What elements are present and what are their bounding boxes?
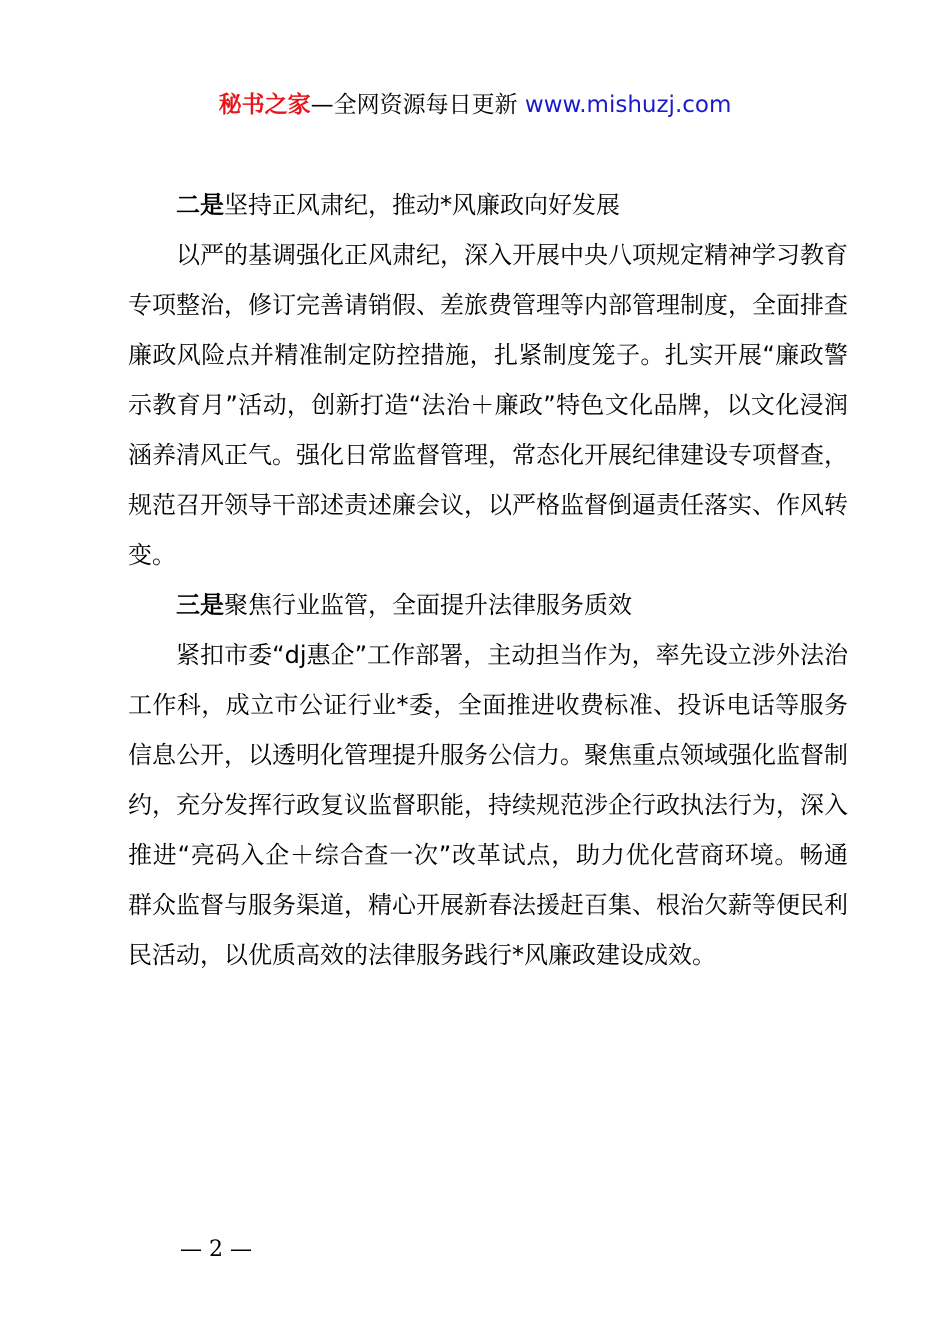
section-paragraph-3: 紧扣市委“dj惠企”工作部署，主动担当作为，率先设立涉外法治工作科，成立市公证行业*委，全面推进收费标准、投诉电话等服务信息公开，以透明化管理提升服务公信力。聚焦重点领域强化监督制约，充分发挥行政复议监督职能，持续规范涉企行政执法行为，深入推进“亮码入企＋综合查一次”改革试点，助力优化营商环境。畅通群众监督与服务渠道，精心开展新春法援赶百集、根治欠薪等便民利民活动，以优质高效的法律服务践行*风廉政建设成效。	[128, 641, 848, 969]
page-number: — 2 —	[180, 1237, 252, 1262]
section-heading-text: 聚焦行业监管，全面提升法律服务质效	[224, 591, 632, 619]
section-heading-3	[128, 580, 848, 630]
document-body	[128, 180, 848, 980]
section-heading-lead: 二是	[176, 191, 224, 219]
page-header	[0, 88, 950, 122]
brand-name: 秘书之家	[218, 92, 311, 118]
section-paragraph-2: 以严的基调强化正风肃纪，深入开展中央八项规定精神学习教育专项整治，修订完善请销假、差旅费管理等内部管理制度，全面排查廉政风险点并精准制定防控措施，扎紧制度笼子。扎实开展“廉政警示教育月”活动，创新打造“法治＋廉政”特色文化品牌，以文化浸润涵养清风正气。强化日常监督管理，常态化开展纪律建设专项督查，规范召开领导干部述责述廉会议，以严格监督倒逼责任落实、作风转变。	[128, 241, 848, 569]
section-heading-2	[128, 180, 848, 230]
section-heading-text: 坚持正风肃纪，推动*风廉政向好发展	[224, 191, 620, 219]
section-heading-lead: 三是	[176, 591, 224, 619]
site-url: www.mishuzj.com	[524, 92, 732, 118]
header-tagline: —全网资源每日更新	[310, 92, 525, 118]
